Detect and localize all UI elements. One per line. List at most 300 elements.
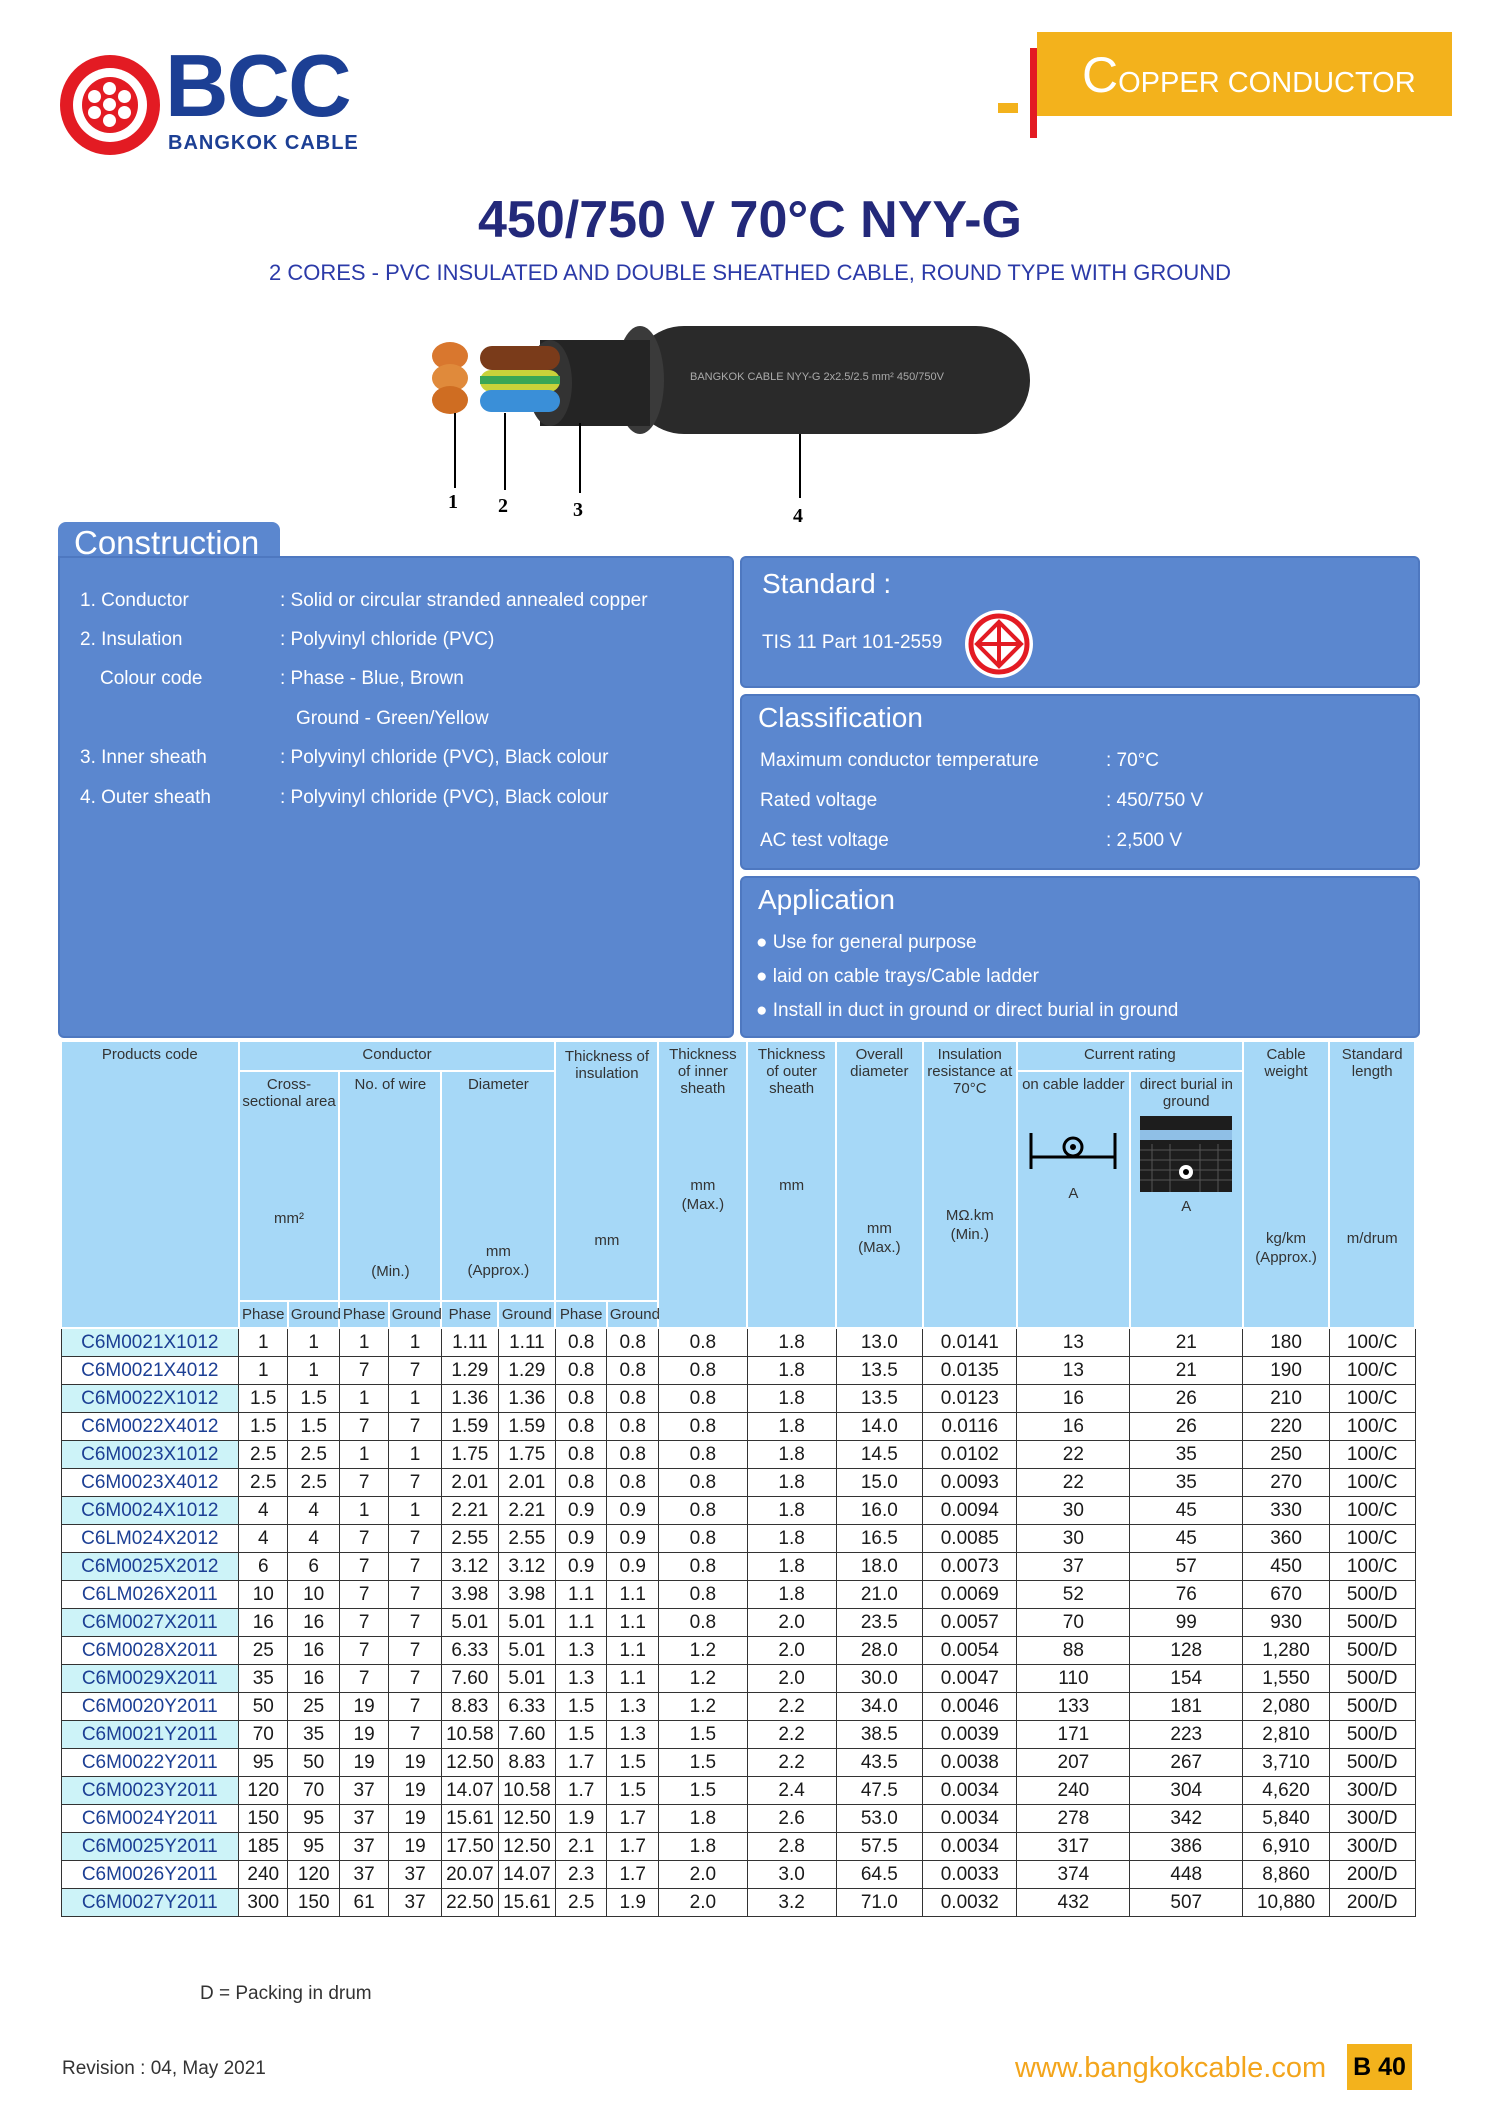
cable-label-4: 4 — [793, 505, 803, 527]
table-cell: 22.50 — [441, 1889, 498, 1917]
table-cell: 0.8 — [658, 1413, 747, 1441]
table-cell: 4 — [288, 1525, 340, 1553]
table-cell: 270 — [1243, 1469, 1330, 1497]
table-cell: 12.50 — [441, 1749, 498, 1777]
table-cell: 19 — [339, 1749, 388, 1777]
table-cell: 1.8 — [747, 1581, 836, 1609]
header-phase: Phase — [441, 1301, 498, 1328]
table-cell: 50 — [288, 1749, 340, 1777]
header-ground: Ground — [498, 1301, 555, 1328]
table-cell: 2.5 — [555, 1889, 607, 1917]
product-code-cell: C6M0020Y2011 — [61, 1693, 239, 1721]
application-panel — [740, 876, 1420, 1038]
table-cell: 1.7 — [555, 1749, 607, 1777]
table-cell: 76 — [1130, 1581, 1243, 1609]
table-cell: 14.07 — [498, 1861, 555, 1889]
table-cell: 10 — [288, 1581, 340, 1609]
table-cell: 0.9 — [555, 1553, 607, 1581]
table-cell: 37 — [339, 1805, 388, 1833]
table-row — [61, 1749, 1415, 1777]
table-cell: 7 — [389, 1413, 442, 1441]
table-cell: 1 — [239, 1328, 288, 1357]
table-cell: 57 — [1130, 1553, 1243, 1581]
table-cell: 1.3 — [555, 1637, 607, 1665]
table-cell: 1.11 — [441, 1328, 498, 1357]
table-cell: 5,840 — [1243, 1805, 1330, 1833]
product-code-cell: C6M0021X1012 — [61, 1328, 239, 1357]
table-cell: 0.0034 — [923, 1777, 1017, 1805]
table-cell: 22 — [1017, 1441, 1130, 1469]
table-cell: 1 — [339, 1385, 388, 1413]
table-cell: 5.01 — [498, 1609, 555, 1637]
table-cell: 70 — [239, 1721, 288, 1749]
table-cell: 5.01 — [441, 1609, 498, 1637]
table-cell: 1 — [389, 1385, 442, 1413]
table-cell: 133 — [1017, 1693, 1130, 1721]
page-title: 450/750 V 70°C NYY-G — [478, 191, 1022, 249]
table-cell: 1.1 — [607, 1609, 659, 1637]
table-cell: 2.0 — [747, 1637, 836, 1665]
table-cell: 0.8 — [555, 1469, 607, 1497]
table-cell: 19 — [389, 1805, 442, 1833]
table-cell: 10.58 — [441, 1721, 498, 1749]
table-cell: 100/C — [1329, 1497, 1415, 1525]
table-cell: 0.0047 — [923, 1665, 1017, 1693]
table-cell: 1 — [339, 1497, 388, 1525]
table-cell: 0.8 — [658, 1525, 747, 1553]
table-cell: 2.55 — [498, 1525, 555, 1553]
table-cell: 6,910 — [1243, 1833, 1330, 1861]
cable-ladder-icon — [1027, 1129, 1119, 1173]
table-row — [61, 1469, 1415, 1497]
product-code-cell: C6M0022Y2011 — [61, 1749, 239, 1777]
header-no-of-wire: No. of wire (Min.) — [339, 1071, 441, 1301]
table-cell: 95 — [239, 1749, 288, 1777]
classification-label: Rated voltage — [760, 790, 878, 811]
table-cell: 4,620 — [1243, 1777, 1330, 1805]
table-cell: 171 — [1017, 1721, 1130, 1749]
header-thickness-inner: Thickness of inner sheath mm (Max.) — [658, 1041, 747, 1328]
table-cell: 1.5 — [658, 1749, 747, 1777]
cable-print-text: BANGKOK CABLE NYY-G 2x2.5/2.5 mm² 450/750V — [690, 371, 944, 383]
table-cell: 1.8 — [747, 1553, 836, 1581]
table-row — [61, 1497, 1415, 1525]
classification-label: Maximum conductor temperature — [760, 750, 1039, 771]
table-cell: 1.8 — [747, 1413, 836, 1441]
table-cell: 0.0073 — [923, 1553, 1017, 1581]
header-standard-length: Standard length m/drum — [1329, 1041, 1415, 1328]
classification-value: : 450/750 V — [1106, 790, 1204, 811]
table-cell: 19 — [389, 1777, 442, 1805]
header-phase: Phase — [239, 1301, 288, 1328]
product-code-cell: C6M0025X2012 — [61, 1553, 239, 1581]
construction-label: Colour code — [100, 668, 203, 689]
table-cell: 2.0 — [747, 1665, 836, 1693]
table-cell: 2.5 — [288, 1441, 340, 1469]
table-row — [61, 1581, 1415, 1609]
table-cell: 0.9 — [607, 1497, 659, 1525]
revision-text: Revision : 04, May 2021 — [62, 2058, 266, 2079]
table-cell: 7 — [389, 1357, 442, 1385]
table-cell: 0.8 — [607, 1469, 659, 1497]
table-cell: 0.0093 — [923, 1469, 1017, 1497]
product-code-cell: C6LM024X2012 — [61, 1525, 239, 1553]
header-conductor: Conductor — [239, 1041, 556, 1071]
table-cell: 0.8 — [658, 1357, 747, 1385]
table-cell: 25 — [239, 1637, 288, 1665]
table-cell: 1.59 — [441, 1413, 498, 1441]
table-row — [61, 1609, 1415, 1637]
table-cell: 7 — [389, 1581, 442, 1609]
table-cell: 1 — [389, 1328, 442, 1357]
table-cell: 8.83 — [498, 1749, 555, 1777]
table-cell: 500/D — [1329, 1749, 1415, 1777]
classification-label: AC test voltage — [760, 830, 889, 851]
construction-label: 1. Conductor — [80, 590, 189, 611]
table-cell: 150 — [239, 1805, 288, 1833]
table-cell: 0.0116 — [923, 1413, 1017, 1441]
table-cell: 930 — [1243, 1609, 1330, 1637]
table-cell: 0.8 — [658, 1385, 747, 1413]
table-cell: 7 — [389, 1469, 442, 1497]
table-cell: 670 — [1243, 1581, 1330, 1609]
table-cell: 2.5 — [288, 1469, 340, 1497]
table-row — [61, 1889, 1415, 1917]
product-code-cell: C6M0027Y2011 — [61, 1889, 239, 1917]
table-cell: 1.8 — [658, 1833, 747, 1861]
table-cell: 3.0 — [747, 1861, 836, 1889]
table-cell: 1.2 — [658, 1637, 747, 1665]
table-cell: 16.0 — [836, 1497, 923, 1525]
table-cell: 0.8 — [658, 1497, 747, 1525]
table-cell: 35 — [1130, 1441, 1243, 1469]
product-code-cell: C6M0021Y2011 — [61, 1721, 239, 1749]
table-cell: 1.5 — [288, 1385, 340, 1413]
table-cell: 2.6 — [747, 1805, 836, 1833]
table-cell: 19 — [339, 1721, 388, 1749]
table-cell: 5.01 — [498, 1637, 555, 1665]
table-cell: 190 — [1243, 1357, 1330, 1385]
table-cell: 70 — [288, 1777, 340, 1805]
table-cell: 3,710 — [1243, 1749, 1330, 1777]
table-row — [61, 1357, 1415, 1385]
classification-title: Classification — [758, 702, 923, 733]
table-cell: 374 — [1017, 1861, 1130, 1889]
standard-value: TIS 11 Part 101-2559 — [762, 632, 943, 653]
construction-label: 4. Outer sheath — [80, 787, 211, 808]
product-code-cell: C6M0024Y2011 — [61, 1805, 239, 1833]
tag-accent — [998, 103, 1018, 113]
table-cell: 16.5 — [836, 1525, 923, 1553]
table-cell: 317 — [1017, 1833, 1130, 1861]
construction-value: Ground - Green/Yellow — [296, 708, 489, 729]
table-cell: 240 — [239, 1861, 288, 1889]
table-cell: 0.8 — [555, 1441, 607, 1469]
table-row — [61, 1833, 1415, 1861]
table-cell: 2.5 — [239, 1441, 288, 1469]
category-tag-rest: OPPER CONDUCTOR — [1118, 67, 1416, 99]
construction-panel — [58, 524, 734, 1038]
construction-value: : Polyvinyl chloride (PVC), Black colour — [280, 787, 609, 808]
table-cell: 1.2 — [658, 1693, 747, 1721]
table-cell: 13 — [1017, 1357, 1130, 1385]
table-cell: 1 — [288, 1328, 340, 1357]
table-cell: 0.8 — [607, 1328, 659, 1357]
header-direct-burial: direct burial in ground A — [1130, 1071, 1243, 1328]
table-cell: 100/C — [1329, 1328, 1415, 1357]
cable-label-3: 3 — [573, 499, 583, 521]
table-cell: 1.8 — [747, 1328, 836, 1357]
table-cell: 7 — [389, 1665, 442, 1693]
logo-subtext: BANGKOK CABLE — [168, 132, 359, 154]
product-code-cell: C6M0029X2011 — [61, 1665, 239, 1693]
table-cell: 37 — [389, 1861, 442, 1889]
table-cell: 1.7 — [607, 1833, 659, 1861]
table-cell: 64.5 — [836, 1861, 923, 1889]
table-cell: 0.0046 — [923, 1693, 1017, 1721]
packing-note: D = Packing in drum — [200, 1983, 372, 2004]
table-cell: 47.5 — [836, 1777, 923, 1805]
table-cell: 17.50 — [441, 1833, 498, 1861]
table-cell: 15.61 — [498, 1889, 555, 1917]
table-cell: 450 — [1243, 1553, 1330, 1581]
header-ground: Ground — [607, 1301, 659, 1328]
table-cell: 300/D — [1329, 1833, 1415, 1861]
product-code-cell: C6M0022X1012 — [61, 1385, 239, 1413]
table-cell: 2.01 — [441, 1469, 498, 1497]
table-cell: 342 — [1130, 1805, 1243, 1833]
website-link[interactable]: www.bangkokcable.com — [1015, 2052, 1327, 2084]
product-code-cell: C6LM026X2011 — [61, 1581, 239, 1609]
table-cell: 1.3 — [555, 1665, 607, 1693]
table-cell: 0.8 — [555, 1328, 607, 1357]
table-cell: 500/D — [1329, 1581, 1415, 1609]
logo-emblem-core — [82, 77, 138, 133]
table-cell: 1 — [339, 1328, 388, 1357]
table-cell: 6.33 — [498, 1693, 555, 1721]
table-cell: 1.5 — [555, 1693, 607, 1721]
application-item: ● Install in duct in ground or direct burial in ground — [756, 1000, 1179, 1021]
page-number-badge: B 40 — [1347, 2044, 1412, 2090]
table-cell: 21 — [1130, 1328, 1243, 1357]
table-cell: 1.7 — [607, 1861, 659, 1889]
table-cell: 1.8 — [747, 1357, 836, 1385]
table-cell: 0.8 — [607, 1357, 659, 1385]
table-row — [61, 1385, 1415, 1413]
table-cell: 100/C — [1329, 1413, 1415, 1441]
table-cell: 2.0 — [747, 1609, 836, 1637]
table-cell: 57.5 — [836, 1833, 923, 1861]
table-cell: 300/D — [1329, 1777, 1415, 1805]
table-cell: 2.21 — [498, 1497, 555, 1525]
classification-panel — [740, 694, 1420, 870]
table-cell: 26 — [1130, 1413, 1243, 1441]
table-cell: 16 — [1017, 1413, 1130, 1441]
table-cell: 0.8 — [658, 1581, 747, 1609]
table-cell: 0.0085 — [923, 1525, 1017, 1553]
table-row — [61, 1805, 1415, 1833]
table-cell: 95 — [288, 1805, 340, 1833]
table-cell: 386 — [1130, 1833, 1243, 1861]
table-cell: 2,810 — [1243, 1721, 1330, 1749]
table-cell: 1.59 — [498, 1413, 555, 1441]
table-cell: 185 — [239, 1833, 288, 1861]
table-cell: 1.5 — [239, 1385, 288, 1413]
specification-table-body — [61, 1328, 1415, 1917]
product-code-cell: C6M0022X4012 — [61, 1413, 239, 1441]
table-cell: 1.1 — [555, 1581, 607, 1609]
table-cell: 34.0 — [836, 1693, 923, 1721]
classification-value: : 2,500 V — [1106, 830, 1183, 851]
table-cell: 2.2 — [747, 1749, 836, 1777]
table-cell: 28.0 — [836, 1637, 923, 1665]
table-row — [61, 1721, 1415, 1749]
table-cell: 3.2 — [747, 1889, 836, 1917]
table-cell: 10 — [239, 1581, 288, 1609]
table-cell: 14.5 — [836, 1441, 923, 1469]
table-cell: 15.0 — [836, 1469, 923, 1497]
table-cell: 3.12 — [498, 1553, 555, 1581]
table-cell: 12.50 — [498, 1805, 555, 1833]
table-cell: 18.0 — [836, 1553, 923, 1581]
table-cell: 70 — [1017, 1609, 1130, 1637]
table-cell: 500/D — [1329, 1665, 1415, 1693]
table-cell: 14.0 — [836, 1413, 923, 1441]
table-cell: 30 — [1017, 1497, 1130, 1525]
table-cell: 1.9 — [607, 1889, 659, 1917]
header-cable-weight: Cable weight kg/km (Approx.) — [1243, 1041, 1330, 1328]
table-cell: 0.9 — [555, 1525, 607, 1553]
table-cell: 2.0 — [658, 1861, 747, 1889]
table-cell: 38.5 — [836, 1721, 923, 1749]
table-cell: 0.8 — [555, 1413, 607, 1441]
table-cell: 1.5 — [239, 1413, 288, 1441]
table-cell: 13.5 — [836, 1357, 923, 1385]
table-cell: 30.0 — [836, 1665, 923, 1693]
standard-title: Standard : — [762, 568, 892, 599]
table-cell: 180 — [1243, 1328, 1330, 1357]
header-phase: Phase — [339, 1301, 388, 1328]
table-cell: 360 — [1243, 1525, 1330, 1553]
category-tag-initial: C — [1082, 47, 1119, 103]
table-cell: 19 — [389, 1749, 442, 1777]
table-cell: 71.0 — [836, 1889, 923, 1917]
logo-text: BCC — [165, 36, 350, 135]
cable-label-1: 1 — [448, 491, 458, 513]
product-code-cell: C6M0023X1012 — [61, 1441, 239, 1469]
table-cell: 154 — [1130, 1665, 1243, 1693]
table-cell: 100/C — [1329, 1525, 1415, 1553]
table-cell: 7 — [389, 1609, 442, 1637]
direct-burial-icon — [1140, 1116, 1232, 1192]
table-cell: 0.8 — [555, 1385, 607, 1413]
table-cell: 7 — [339, 1469, 388, 1497]
table-cell: 1.7 — [555, 1777, 607, 1805]
table-cell: 99 — [1130, 1609, 1243, 1637]
table-cell: 26 — [1130, 1385, 1243, 1413]
header-ground: Ground — [389, 1301, 442, 1328]
table-cell: 23.5 — [836, 1609, 923, 1637]
table-cell: 1.36 — [498, 1385, 555, 1413]
application-item: ● Use for general purpose — [756, 932, 977, 953]
product-code-cell: C6M0021X4012 — [61, 1357, 239, 1385]
product-code-cell: C6M0023X4012 — [61, 1469, 239, 1497]
table-cell: 2.21 — [441, 1497, 498, 1525]
header-diameter: Diameter mm (Approx.) — [441, 1071, 555, 1301]
table-cell: 128 — [1130, 1637, 1243, 1665]
table-cell: 35 — [288, 1721, 340, 1749]
table-cell: 100/C — [1329, 1385, 1415, 1413]
header-thickness-insulation: Thickness of insulation mm — [555, 1041, 658, 1301]
table-cell: 1.7 — [607, 1805, 659, 1833]
table-cell: 22 — [1017, 1469, 1130, 1497]
table-cell: 1.8 — [747, 1385, 836, 1413]
table-cell: 7 — [339, 1581, 388, 1609]
table-cell: 3.98 — [441, 1581, 498, 1609]
table-cell: 1.2 — [658, 1665, 747, 1693]
table-row — [61, 1777, 1415, 1805]
table-cell: 7 — [389, 1637, 442, 1665]
table-cell: 210 — [1243, 1385, 1330, 1413]
table-cell: 14.07 — [441, 1777, 498, 1805]
table-cell: 53.0 — [836, 1805, 923, 1833]
table-cell: 2.55 — [441, 1525, 498, 1553]
table-cell: 0.8 — [658, 1441, 747, 1469]
construction-value: : Solid or circular stranded annealed copper — [280, 590, 648, 611]
table-cell: 10.58 — [498, 1777, 555, 1805]
table-cell: 100/C — [1329, 1357, 1415, 1385]
table-cell: 7 — [389, 1721, 442, 1749]
header-phase: Phase — [555, 1301, 607, 1328]
table-cell: 6 — [288, 1553, 340, 1581]
table-cell: 10,880 — [1243, 1889, 1330, 1917]
header-ground: Ground — [288, 1301, 340, 1328]
table-cell: 1 — [288, 1357, 340, 1385]
table-cell: 500/D — [1329, 1637, 1415, 1665]
table-row — [61, 1413, 1415, 1441]
table-cell: 120 — [288, 1861, 340, 1889]
table-cell: 1.5 — [607, 1749, 659, 1777]
table-cell: 8.83 — [441, 1693, 498, 1721]
table-cell: 13.5 — [836, 1385, 923, 1413]
category-tag-text — [1082, 46, 1416, 104]
table-cell: 500/D — [1329, 1721, 1415, 1749]
table-cell: 2.2 — [747, 1693, 836, 1721]
table-cell: 7 — [389, 1553, 442, 1581]
header-insulation-resistance: Insulation resistance at 70°C MΩ.km (Min.) — [923, 1041, 1017, 1328]
table-row — [61, 1441, 1415, 1469]
table-cell: 0.8 — [658, 1553, 747, 1581]
table-cell: 1.5 — [555, 1721, 607, 1749]
table-cell: 7 — [339, 1609, 388, 1637]
application-item: ● laid on cable trays/Cable ladder — [756, 966, 1039, 987]
cable-label-2: 2 — [498, 495, 508, 517]
table-cell: 0.0094 — [923, 1497, 1017, 1525]
table-cell: 13 — [1017, 1328, 1130, 1357]
table-cell: 1.3 — [607, 1693, 659, 1721]
construction-title: Construction — [74, 524, 260, 561]
table-cell: 207 — [1017, 1749, 1130, 1777]
table-cell: 220 — [1243, 1413, 1330, 1441]
table-cell: 7 — [339, 1665, 388, 1693]
specification-table — [60, 1040, 1416, 1917]
table-cell: 0.0033 — [923, 1861, 1017, 1889]
table-cell: 0.0034 — [923, 1805, 1017, 1833]
table-cell: 2.01 — [498, 1469, 555, 1497]
table-row — [61, 1637, 1415, 1665]
table-cell: 2.2 — [747, 1721, 836, 1749]
table-cell: 0.8 — [607, 1413, 659, 1441]
